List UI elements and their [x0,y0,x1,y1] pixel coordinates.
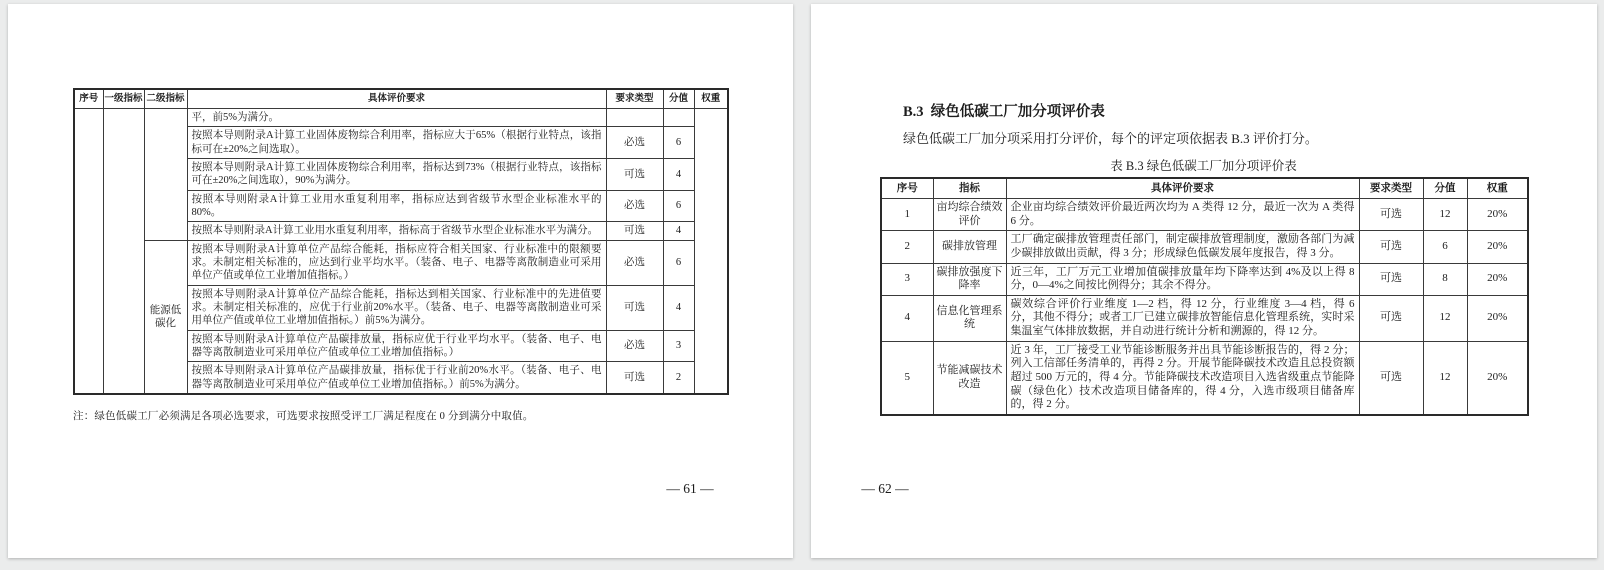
req-type-cell: 必选 [606,330,663,362]
seq-cell: 5 [881,341,933,415]
requirement-cell: 按照本导则附录A计算单位产品综合能耗，指标达到相关国家、行业标准中的先进值要求。未制定相关标准的，应优于行业前20%水平。（装备、电子、电器等离散制造业可采用单位产值或单位工业增加值指标。）前5%为满分。 [187,285,606,330]
score-cell: 6 [663,127,694,159]
req-type-cell: 可选 [606,362,663,394]
score-cell: 4 [663,222,694,240]
page-61-content [73,88,727,423]
score-cell: 2 [663,362,694,394]
score-cell: 6 [663,240,694,285]
page-62 [811,4,1597,558]
score-cell: 4 [663,159,694,191]
requirement-cell: 按照本导则附录A计算工业固体废物综合利用率，指标达到73%（根据行业特点，该指标可在±20%之间选取），90%为满分。 [187,159,606,191]
page-62-content [880,100,1527,416]
page-number: — 61 — [666,481,714,496]
req-type-cell: 必选 [606,127,663,159]
section-heading: B.3 绿色低碳工厂加分项评价表 [903,104,1105,120]
seq-cell-empty [74,109,103,394]
col-header-indicator: 指标 [933,178,1006,199]
requirement-cell: 近 3 年，工厂接受工业节能诊断服务并出具节能诊断报告的，得 2 分；列入工信部任务清单的，再得 2 分。开展节能降碳技术改造且总投资额超过 500 万元的，得 4 分。节能降碳技术改造项目入选省级重点节能降碳（绿色化）技术改造项目储备库的，得 4 分，入选市级项目储备库的，得 2 分。 [1006,341,1359,415]
req-type-cell: 可选 [1359,295,1423,341]
req-type-cell: 必选 [606,240,663,285]
requirement-cell: 近三年，工厂万元工业增加值碳排放量年均下降率达到 4%及以上得 8 分，0—4%之间按比例得分；其余不得分。 [1006,263,1359,295]
req-type-cell: 可选 [606,285,663,330]
requirement-cell: 按照本导则附录A计算工业用水重复利用率，指标高于省级节水型企业标准水平为满分。 [187,222,606,240]
carryover-evaluation-table [73,88,729,395]
col-header-level1: 一级指标 [103,89,144,109]
col-header-requirement: 具体评价要求 [187,89,606,109]
col-header-req-type: 要求类型 [1359,178,1423,199]
seq-cell: 1 [881,199,933,231]
score-cell: 12 [1423,199,1467,231]
col-header-level2: 二级指标 [144,89,187,109]
req-type-cell: 可选 [606,159,663,191]
requirement-cell: 按照本导则附录A计算单位产品综合能耗，指标应符合相关国家、行业标准中的限额要求。未制定相关标准的，应达到行业平均水平。（装备、电子、电器等离散制造业可采用单位产值或单位工业增加值指标。） [187,240,606,285]
req-type-cell: 可选 [606,222,663,240]
seq-cell: 3 [881,263,933,295]
indicator-cell: 节能减碳技术改造 [933,341,1006,415]
table-note: 注：绿色低碳工厂必须满足各项必选要求，可选要求按照受评工厂满足程度在 0 分到满分中取值。 [73,410,534,422]
weight-cell: 20% [1467,231,1528,263]
score-cell: 12 [1423,341,1467,415]
weight-cell-empty [694,109,728,394]
table-row [881,199,1528,231]
col-header-requirement: 具体评价要求 [1006,178,1359,199]
requirement-cell: 碳效综合评价行业维度 1—2 档，得 12 分，行业维度 3—4 档，得 6 分，其他不得分；或者工厂已建立碳排放智能信息化管理系统，实时采集温室气体排放数据，并自动进行统计分析和溯源的，得 12 分。 [1006,295,1359,341]
requirement-cell: 按照本导则附录A计算单位产品碳排放量，指标优于行业前20%水平。（装备、电子、电器等离散制造业可采用单位产值或单位工业增加值指标。）前5%为满分。 [187,362,606,394]
col-header-seq: 序号 [74,89,103,109]
requirement-cell: 平，前5%为满分。 [187,109,606,127]
req-type-cell [606,109,663,127]
level1-indicator-cell-empty [103,109,144,394]
col-header-score: 分值 [1423,178,1467,199]
score-cell: 3 [663,330,694,362]
indicator-cell: 碳排放管理 [933,231,1006,263]
page-number: — 62 — [861,481,909,496]
req-type-cell: 可选 [1359,199,1423,231]
page-61 [8,4,793,558]
table-row [881,295,1528,341]
req-type-cell: 可选 [1359,263,1423,295]
requirement-cell: 按照本导则附录A计算工业固体废物综合利用率，指标应大于65%（根据行业特点，该指标可在±20%之间选取）。 [187,127,606,159]
table-row [74,240,728,285]
col-header-weight: 权重 [694,89,728,109]
requirement-cell: 按照本导则附录A计算工业用水重复利用率，指标应达到省级节水型企业标准水平的80%。 [187,190,606,222]
bonus-items-evaluation-table [880,177,1529,416]
score-cell: 12 [1423,295,1467,341]
level2-indicator-cell: 能源低碳化 [144,240,187,394]
req-type-cell: 可选 [1359,231,1423,263]
weight-cell: 20% [1467,263,1528,295]
req-type-cell: 必选 [606,190,663,222]
score-cell: 8 [1423,263,1467,295]
weight-cell: 20% [1467,199,1528,231]
intro-paragraph: 绿色低碳工厂加分项采用打分评价，每个的评定项依据表 B.3 评价打分。 [903,131,1318,146]
indicator-cell: 信息化管理系统 [933,295,1006,341]
weight-cell: 20% [1467,341,1528,415]
table-row [881,231,1528,263]
seq-cell: 2 [881,231,933,263]
score-cell: 6 [663,190,694,222]
table-row [881,263,1528,295]
score-cell [663,109,694,127]
requirement-cell: 企业亩均综合绩效评价最近两次均为 A 类得 12 分，最近一次为 A 类得 6 分。 [1006,199,1359,231]
col-header-weight: 权重 [1467,178,1528,199]
level2-indicator-cell-empty [144,109,187,241]
score-cell: 6 [1423,231,1467,263]
indicator-cell: 碳排放强度下降率 [933,263,1006,295]
req-type-cell: 可选 [1359,341,1423,415]
score-cell: 4 [663,285,694,330]
requirement-cell: 按照本导则附录A计算单位产品碳排放量，指标应优于行业平均水平。（装备、电子、电器等离散制造业可采用单位产值或单位工业增加值指标。） [187,330,606,362]
requirement-cell: 工厂确定碳排放管理责任部门，制定碳排放管理制度，激励各部门为减少碳排放做出贡献，得 3 分；形成绿色低碳发展年度报告，得 3 分。 [1006,231,1359,263]
col-header-score: 分值 [663,89,694,109]
col-header-req-type: 要求类型 [606,89,663,109]
weight-cell: 20% [1467,295,1528,341]
table-header-row [74,89,728,109]
col-header-seq: 序号 [881,178,933,199]
seq-cell: 4 [881,295,933,341]
table-caption: 表 B.3 绿色低碳工厂加分项评价表 [1110,159,1297,173]
table-header-row [881,178,1528,199]
table-row [74,109,728,127]
indicator-cell: 亩均综合绩效评价 [933,199,1006,231]
table-row [881,341,1528,415]
